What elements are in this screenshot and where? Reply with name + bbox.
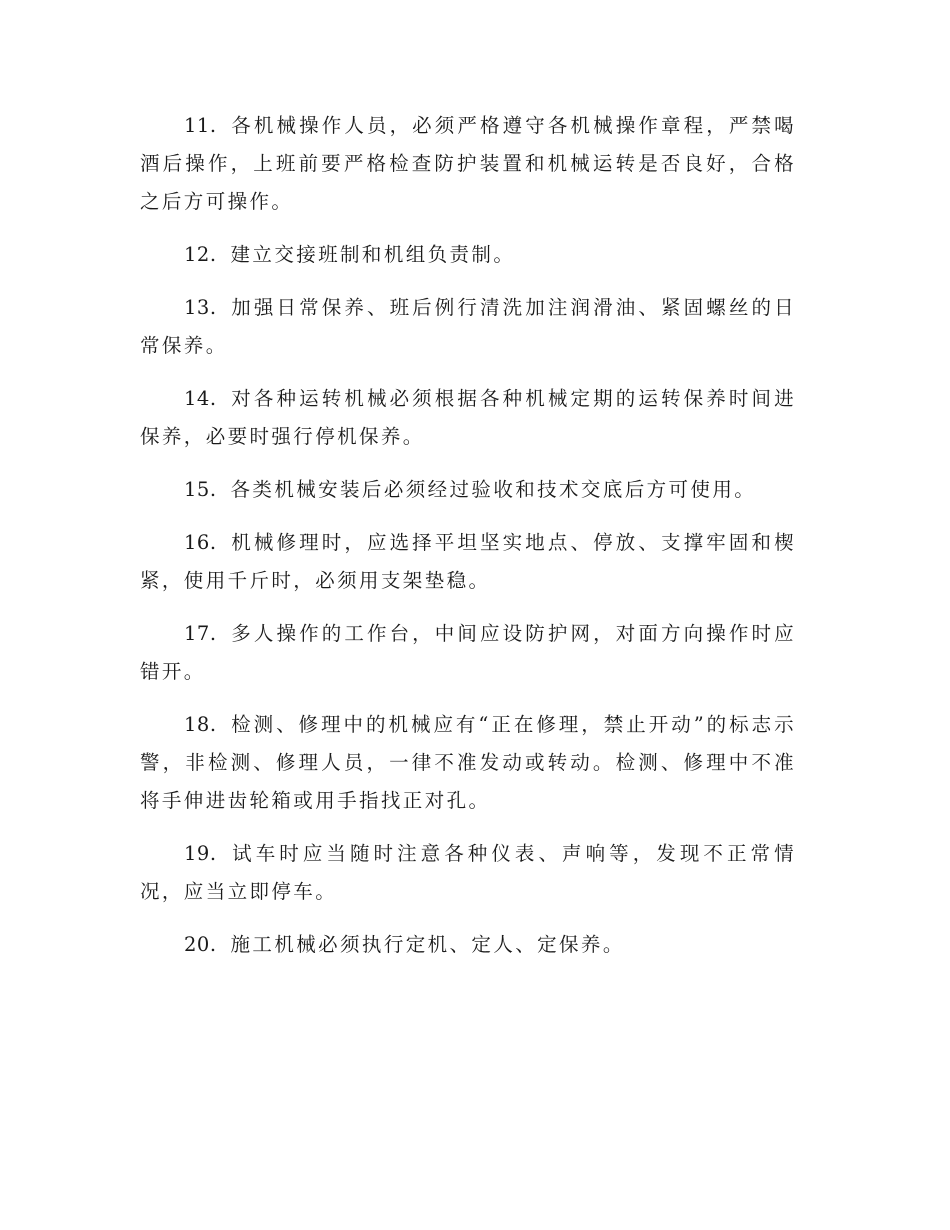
item-number: 19. <box>184 842 217 865</box>
item-text: 加强日常保养、班后例行清洗加注润滑油、紧固螺丝的日常保养。 <box>140 296 796 357</box>
item-number: 12. <box>184 243 217 266</box>
list-item-19 <box>140 835 796 911</box>
list-item-18 <box>140 706 796 820</box>
list-item-14 <box>140 380 796 456</box>
item-text: 多人操作的工作台，中间应设防护网，对面方向操作时应错开。 <box>140 622 796 683</box>
item-number: 16. <box>184 531 217 554</box>
list-item-17 <box>140 615 796 691</box>
list-item-16 <box>140 524 796 600</box>
item-number: 15. <box>184 478 217 501</box>
item-number: 18. <box>184 713 217 736</box>
item-text: 各机械操作人员，必须严格遵守各机械操作章程，严禁喝酒后操作，上班前要严格检查防护装置和机械运转是否良好，合格之后方可操作。 <box>140 114 796 213</box>
item-number: 13. <box>184 296 217 319</box>
item-text: 对各种运转机械必须根据各种机械定期的运转保养时间进保养，必要时强行停机保养。 <box>140 387 796 448</box>
item-number: 14. <box>184 387 217 410</box>
item-text: 机械修理时，应选择平坦坚实地点、停放、支撑牢固和楔紧，使用千斤时，必须用支架垫稳。 <box>140 531 796 592</box>
list-item-13 <box>140 289 796 365</box>
list-item-11 <box>140 107 796 221</box>
item-text: 施工机械必须执行定机、定人、定保养。 <box>230 933 625 956</box>
list-item-20 <box>140 926 796 964</box>
item-number: 11. <box>184 114 217 137</box>
item-text: 各类机械安装后必须经过验收和技术交底后方可使用。 <box>230 478 757 501</box>
item-text: 试车时应当随时注意各种仪表、声响等，发现不正常情况，应当立即停车。 <box>140 842 796 903</box>
item-text: 建立交接班制和机组负责制。 <box>230 243 516 266</box>
item-text: 检测、修理中的机械应有“正在修理，禁止开动”的标志示警，非检测、修理人员，一律不准发动或转动。检测、修理中不准将手伸进齿轮箱或用手指找正对孔。 <box>140 713 796 812</box>
document-body <box>140 107 796 979</box>
list-item-12 <box>140 236 796 274</box>
item-number: 17. <box>184 622 217 645</box>
item-number: 20. <box>184 933 217 956</box>
list-item-15 <box>140 471 796 509</box>
